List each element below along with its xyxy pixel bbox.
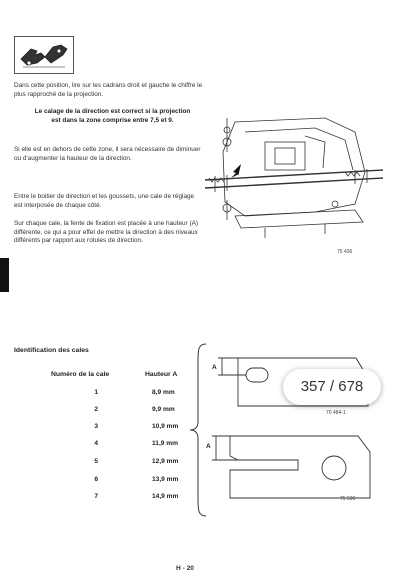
table-row-number: 2 — [94, 406, 98, 413]
table-row-height: 11,9 mm — [152, 440, 179, 447]
shim1-dimension-label: A — [212, 364, 217, 371]
figure-top-reference: 75 436 — [337, 249, 353, 255]
steering-rack-figure — [205, 112, 385, 250]
table-row-number: 7 — [94, 493, 98, 500]
slot-paragraph: Sur chaque cale, la fente de fixation est placée à une hauteur (A) différente, ce qui a pour effet de mettre la direction à des niveaux différents par rapport aux rotules de direction. — [14, 220, 199, 245]
column-header-height: Hauteur A — [145, 371, 178, 378]
table-row-number: 1 — [94, 389, 98, 396]
table-row-number: 5 — [94, 458, 98, 465]
table-row-number: 4 — [94, 440, 98, 447]
table-row-height: 13,9 mm — [152, 476, 179, 483]
column-header-number: Numéro de la cale — [51, 371, 110, 378]
shim-paragraph: Entre le boitier de direction et les goussets, une cale de réglage est interposée de chaque côté. — [14, 193, 195, 209]
table-row-height: 9,9 mm — [152, 406, 175, 413]
table-row-height: 14,9 mm — [152, 493, 179, 500]
table-row-number: 6 — [94, 476, 98, 483]
page-counter-badge: 357 / 678 — [283, 369, 381, 405]
tool-icon — [14, 36, 74, 74]
shim2-dimension-label: A — [206, 443, 211, 450]
figure-shim2-reference: 75 536 — [340, 496, 356, 502]
table-row-height: 10,9 mm — [152, 423, 179, 430]
page-footer: H - 20 — [176, 565, 194, 572]
table-row-height: 8,9 mm — [152, 389, 175, 396]
ident-title: Identification des cales — [14, 347, 89, 354]
intro-paragraph: Dans cette position, lire sur les cadrans droit et gauche le chiffre le plus rapproché de la projection. — [14, 82, 203, 98]
adjust-paragraph: Si elle est en dehors de cette zone, il sera nécessaire de diminuer ou d'augmenter la hauteur de la direction. — [14, 146, 201, 162]
figure-shim1-reference: 70 484-1 — [326, 410, 346, 416]
table-row-height: 12,9 mm — [152, 458, 179, 465]
table-row-number: 3 — [94, 423, 98, 430]
section-tab — [0, 258, 9, 292]
brace-figure — [188, 342, 208, 518]
bold-statement: Le calage de la direction est correct si la projection est dans la zone comprise entre 7,5 et 9. — [34, 108, 191, 124]
